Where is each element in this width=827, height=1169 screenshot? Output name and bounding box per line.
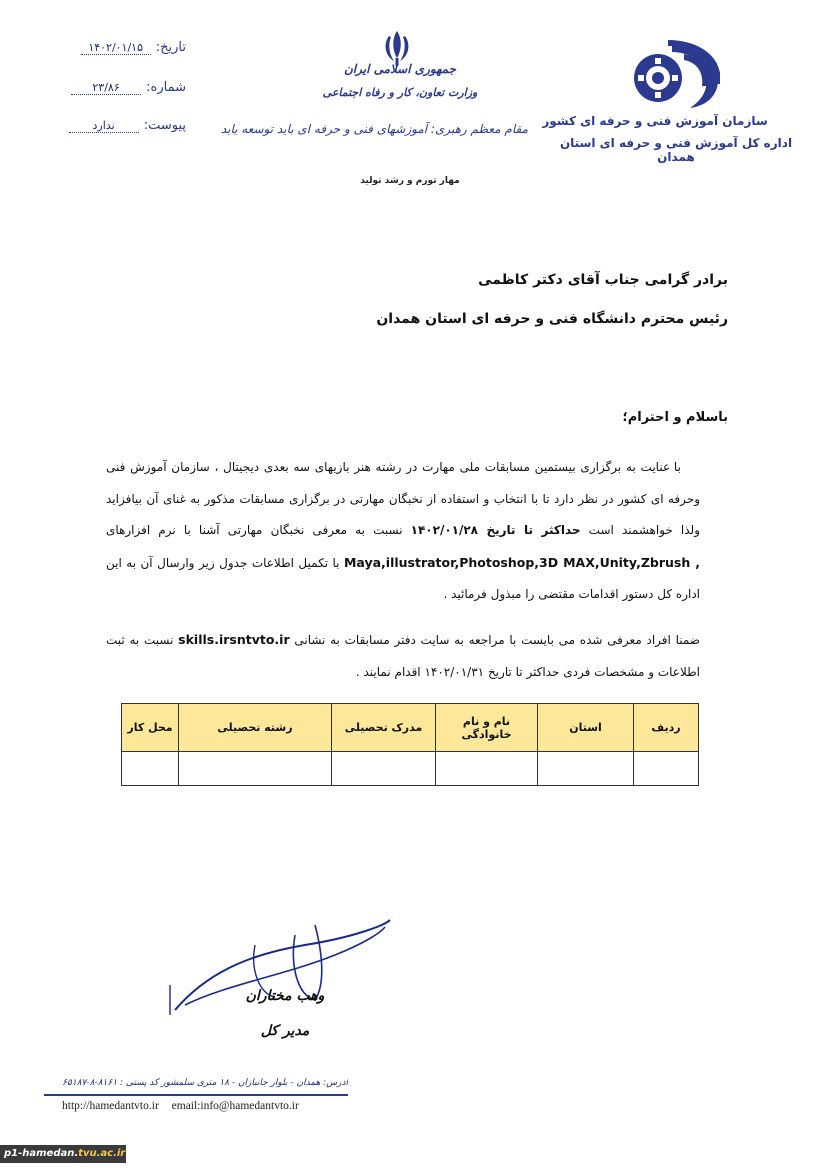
para2-text-b: نسبت به ثبت اطلاعات و مشخصات فردی حداکثر تا تاریخ ۱۴۰۲/۰۱/۳۱ اقدام نمایند . bbox=[106, 633, 700, 679]
col-province: استان bbox=[538, 704, 634, 752]
greeting: باسلام و احترام؛ bbox=[622, 410, 728, 425]
para1-text-b: نسبت به معرفی نخبگان مهارتی آشنا با نرم افزارهای bbox=[106, 523, 411, 537]
site-watermark bbox=[0, 1145, 126, 1163]
deadline-date: حداکثر تا تاریخ ۱۴۰۲/۰۱/۲۸ bbox=[410, 523, 581, 537]
signer-name: وهب مختاران bbox=[245, 988, 325, 1004]
number-field bbox=[46, 76, 186, 94]
body-paragraph-1 bbox=[106, 452, 700, 611]
table-cell bbox=[332, 752, 436, 786]
watermark-prefix: p1-hamedan. bbox=[4, 1148, 79, 1159]
footer-website-link[interactable]: http://hamedantvto.ir bbox=[62, 1100, 159, 1112]
table-cell bbox=[122, 752, 179, 786]
date-value: ۱۴۰۲/۰۱/۱۵ bbox=[81, 41, 151, 55]
table-cell bbox=[538, 752, 634, 786]
leader-quote: مقام معظم رهبری: آموزشهای فنی و حرفه ای باید توسعه یابد bbox=[220, 122, 528, 136]
attachment-field bbox=[46, 114, 186, 132]
attachment-value: ندارد bbox=[69, 119, 139, 133]
para1-text-a: با عنایت به برگزاری بیستمین مسابقات ملی مهارت در رشته هنر بازیهای سه بعدی دیجیتال ، سازمان آموزش فنی وحرفه ای کشور در نظر دارد تا با انتخاب و استفاده از نخبگان مهارتی در برگزاری مسابقات مذکور به غنای آن بیافزاید ولذا خواهشمند است bbox=[106, 460, 701, 537]
footer-address: آدرس: همدان - بلوار جانبازان - ۱۸ متری سلمشور کد پستی : ۸۱۶۱-۸-۶۵۱۸۷ bbox=[62, 1078, 348, 1088]
col-degree: مدرک تحصیلی bbox=[332, 704, 436, 752]
number-value: ۲۳/۸۶ bbox=[71, 81, 141, 95]
table-cell bbox=[179, 752, 332, 786]
attachment-label: پیوست: bbox=[143, 118, 186, 133]
footer-divider bbox=[44, 1094, 348, 1096]
para2-text-a: ضمنا افراد معرفی شده می بایست با مراجعه به سایت دفتر مسابقات به نشانی bbox=[289, 633, 700, 647]
tvto-logo-icon bbox=[628, 40, 720, 112]
body-paragraph-2 bbox=[106, 624, 700, 688]
recipient-line-1: برادر گرامی جناب آقای دکتر کاظمی bbox=[478, 272, 728, 288]
date-field bbox=[46, 36, 186, 54]
number-label: شماره: bbox=[146, 80, 186, 95]
software-list: Maya,illustrator,Photoshop,3D MAX,Unity,Zbrush , bbox=[343, 554, 700, 570]
nominee-table bbox=[121, 703, 699, 786]
watermark-domain: tvu.ac.ir bbox=[78, 1148, 126, 1159]
signer-title: مدیر کل bbox=[260, 1023, 310, 1039]
recipient-line-2: رئیس محترم دانشگاه فنی و حرفه ای استان همدان bbox=[376, 311, 728, 327]
org-department: اداره کل آموزش فنی و حرفه ای استان همدان bbox=[559, 136, 793, 164]
table-cell bbox=[436, 752, 538, 786]
footer-email-link[interactable]: email:info@hamedantvto.ir bbox=[171, 1100, 299, 1112]
footer-contacts bbox=[62, 1100, 309, 1112]
col-field-of-study: رشته تحصیلی bbox=[179, 704, 332, 752]
para1-text-c: با تکمیل اطلاعات جدول زیر وارسال آن به این اداره کل دستور اقدامات مقتضی را مبذول فرمائید . bbox=[106, 555, 700, 601]
table-cell bbox=[634, 752, 699, 786]
ministry-title: وزارت تعاون، کار و رفاه اجتماعی bbox=[322, 86, 478, 99]
competition-website-link[interactable]: skills.irsntvto.ir bbox=[178, 632, 290, 647]
col-workplace: محل کار bbox=[122, 704, 179, 752]
republic-title: جمهوری اسلامی ایران bbox=[343, 62, 457, 76]
table-header-row bbox=[122, 704, 699, 752]
col-full-name: نام و نام خانوادگی bbox=[436, 704, 538, 752]
org-name: سازمان آموزش فنی و حرفه ای کشور bbox=[542, 114, 768, 128]
table-row bbox=[122, 752, 699, 786]
col-row-number: ردیف bbox=[634, 704, 699, 752]
year-slogan: مهار تورم و رشد تولید bbox=[360, 176, 460, 186]
signature-scribble bbox=[165, 915, 395, 1025]
date-label: تاریخ: bbox=[155, 40, 186, 55]
